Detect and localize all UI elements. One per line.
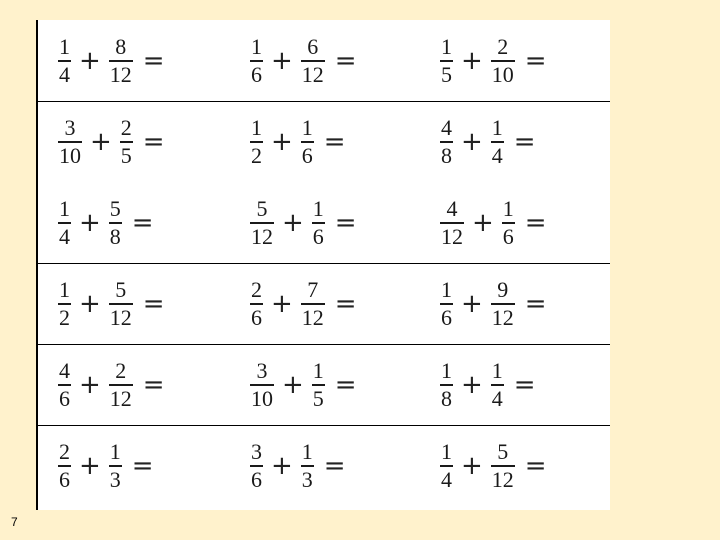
first-fraction [440, 33, 453, 87]
equals-sign: = [334, 207, 357, 238]
numerator: 1 [441, 438, 452, 464]
numerator: 1 [59, 195, 70, 221]
plus-sign: + [282, 369, 304, 400]
denominator: 4 [59, 61, 70, 87]
equals-sign: = [142, 45, 165, 76]
numerator: 5 [115, 276, 127, 302]
addition-problem [250, 425, 354, 506]
denominator: 12 [441, 223, 463, 249]
equals-sign: = [334, 369, 357, 400]
addition-problem [58, 182, 162, 263]
numerator: 1 [59, 276, 70, 302]
equals-sign: = [524, 288, 547, 319]
plus-sign: + [461, 288, 483, 319]
addition-problem [440, 20, 555, 101]
second-fraction [301, 114, 314, 168]
first-fraction [440, 114, 453, 168]
numerator: 6 [307, 33, 319, 59]
equals-sign: = [513, 369, 536, 400]
denominator: 12 [301, 61, 324, 87]
second-fraction [120, 114, 133, 168]
plus-sign: + [271, 45, 293, 76]
numerator: 9 [497, 276, 509, 302]
numerator: 3 [256, 357, 268, 383]
denominator: 12 [491, 466, 514, 492]
numerator: 1 [301, 114, 313, 140]
equals-sign: = [334, 45, 357, 76]
denominator: 4 [491, 142, 503, 168]
denominator: 8 [441, 385, 452, 411]
denominator: 6 [441, 304, 452, 330]
denominator: 10 [251, 385, 273, 411]
addition-problem [250, 344, 365, 425]
addition-problem [440, 182, 555, 263]
equals-sign: = [131, 207, 154, 238]
equals-sign: = [142, 369, 165, 400]
second-fraction [109, 357, 133, 411]
denominator: 6 [59, 466, 70, 492]
denominator: 12 [109, 385, 132, 411]
equals-sign: = [323, 450, 346, 481]
plus-sign: + [472, 207, 494, 238]
second-fraction [491, 357, 504, 411]
denominator: 6 [301, 142, 313, 168]
plus-sign: + [90, 126, 112, 157]
first-fraction [250, 438, 263, 492]
first-fraction [250, 276, 263, 330]
first-fraction [58, 195, 71, 249]
plus-sign: + [79, 450, 101, 481]
addition-problem [58, 263, 173, 344]
plus-sign: + [461, 45, 483, 76]
first-fraction [250, 195, 274, 249]
first-fraction [58, 276, 71, 330]
denominator: 4 [491, 385, 503, 411]
denominator: 12 [491, 304, 514, 330]
addition-problem [440, 425, 555, 506]
equals-sign: = [131, 450, 154, 481]
denominator: 12 [109, 61, 132, 87]
denominator: 10 [491, 61, 514, 87]
denominator: 2 [251, 142, 262, 168]
equals-sign: = [513, 126, 536, 157]
numerator: 1 [441, 276, 452, 302]
first-fraction [58, 33, 71, 87]
addition-problem [58, 101, 173, 182]
numerator: 5 [109, 195, 121, 221]
plus-sign: + [79, 45, 101, 76]
plus-sign: + [79, 207, 101, 238]
second-fraction [312, 195, 325, 249]
denominator: 12 [251, 223, 273, 249]
problem-row [38, 20, 610, 102]
first-fraction [250, 357, 274, 411]
plus-sign: + [271, 126, 293, 157]
denominator: 2 [59, 304, 70, 330]
numerator: 2 [120, 114, 132, 140]
first-fraction [58, 357, 71, 411]
denominator: 6 [251, 61, 262, 87]
numerator: 5 [256, 195, 268, 221]
addition-problem [58, 20, 173, 101]
addition-problem [250, 182, 365, 263]
numerator: 1 [312, 195, 324, 221]
problem-row [38, 344, 610, 426]
numerator: 1 [502, 195, 514, 221]
denominator: 8 [441, 142, 452, 168]
first-fraction [250, 114, 263, 168]
denominator: 6 [502, 223, 514, 249]
numerator: 1 [301, 438, 313, 464]
denominator: 6 [59, 385, 70, 411]
numerator: 8 [115, 33, 127, 59]
addition-problem [58, 344, 173, 425]
second-fraction [109, 33, 133, 87]
first-fraction [440, 438, 453, 492]
equals-sign: = [524, 207, 547, 238]
denominator: 4 [441, 466, 452, 492]
plus-sign: + [461, 450, 483, 481]
numerator: 4 [446, 195, 458, 221]
first-fraction [440, 195, 464, 249]
addition-problem [58, 425, 162, 506]
first-fraction [250, 33, 263, 87]
equals-sign: = [142, 126, 165, 157]
equals-sign: = [334, 288, 357, 319]
numerator: 3 [64, 114, 76, 140]
first-fraction [58, 114, 82, 168]
addition-problem [250, 101, 354, 182]
denominator: 5 [441, 61, 452, 87]
denominator: 6 [251, 466, 262, 492]
denominator: 6 [251, 304, 262, 330]
addition-problem [440, 263, 555, 344]
plus-sign: + [79, 369, 101, 400]
first-fraction [440, 357, 453, 411]
second-fraction [491, 438, 515, 492]
problem-row [38, 425, 610, 506]
problem-row [38, 182, 610, 264]
second-fraction [109, 195, 122, 249]
numerator: 1 [441, 357, 452, 383]
equals-sign: = [142, 288, 165, 319]
addition-problem [250, 263, 365, 344]
second-fraction [109, 276, 133, 330]
numerator: 2 [59, 438, 70, 464]
second-fraction [301, 276, 325, 330]
numerator: 2 [115, 357, 127, 383]
numerator: 1 [251, 114, 262, 140]
second-fraction [301, 33, 325, 87]
numerator: 1 [109, 438, 121, 464]
denominator: 6 [312, 223, 324, 249]
numerator: 4 [441, 114, 452, 140]
numerator: 1 [251, 33, 262, 59]
plus-sign: + [282, 207, 304, 238]
denominator: 4 [59, 223, 70, 249]
numerator: 3 [251, 438, 262, 464]
equals-sign: = [524, 450, 547, 481]
worksheet [36, 20, 610, 510]
second-fraction [301, 438, 314, 492]
denominator: 12 [301, 304, 324, 330]
plus-sign: + [271, 450, 293, 481]
addition-problem [440, 344, 544, 425]
equals-sign: = [323, 126, 346, 157]
page-number: 7 [11, 515, 18, 529]
problem-row [38, 263, 610, 345]
numerator: 5 [497, 438, 509, 464]
plus-sign: + [461, 126, 483, 157]
denominator: 5 [312, 385, 324, 411]
denominator: 3 [109, 466, 121, 492]
denominator: 12 [109, 304, 132, 330]
numerator: 1 [491, 114, 503, 140]
second-fraction [491, 33, 515, 87]
second-fraction [312, 357, 325, 411]
plus-sign: + [79, 288, 101, 319]
plus-sign: + [461, 369, 483, 400]
denominator: 8 [109, 223, 121, 249]
denominator: 3 [301, 466, 313, 492]
numerator: 4 [59, 357, 70, 383]
numerator: 1 [441, 33, 452, 59]
numerator: 2 [497, 33, 509, 59]
first-fraction [58, 438, 71, 492]
numerator: 1 [59, 33, 70, 59]
second-fraction [502, 195, 515, 249]
second-fraction [109, 438, 122, 492]
addition-problem [440, 101, 544, 182]
plus-sign: + [271, 288, 293, 319]
denominator: 5 [120, 142, 132, 168]
numerator: 7 [307, 276, 319, 302]
numerator: 1 [491, 357, 503, 383]
second-fraction [491, 114, 504, 168]
second-fraction [491, 276, 515, 330]
addition-problem [250, 20, 365, 101]
numerator: 2 [251, 276, 262, 302]
denominator: 10 [59, 142, 81, 168]
numerator: 1 [312, 357, 324, 383]
equals-sign: = [524, 45, 547, 76]
problem-row [38, 101, 610, 182]
first-fraction [440, 276, 453, 330]
